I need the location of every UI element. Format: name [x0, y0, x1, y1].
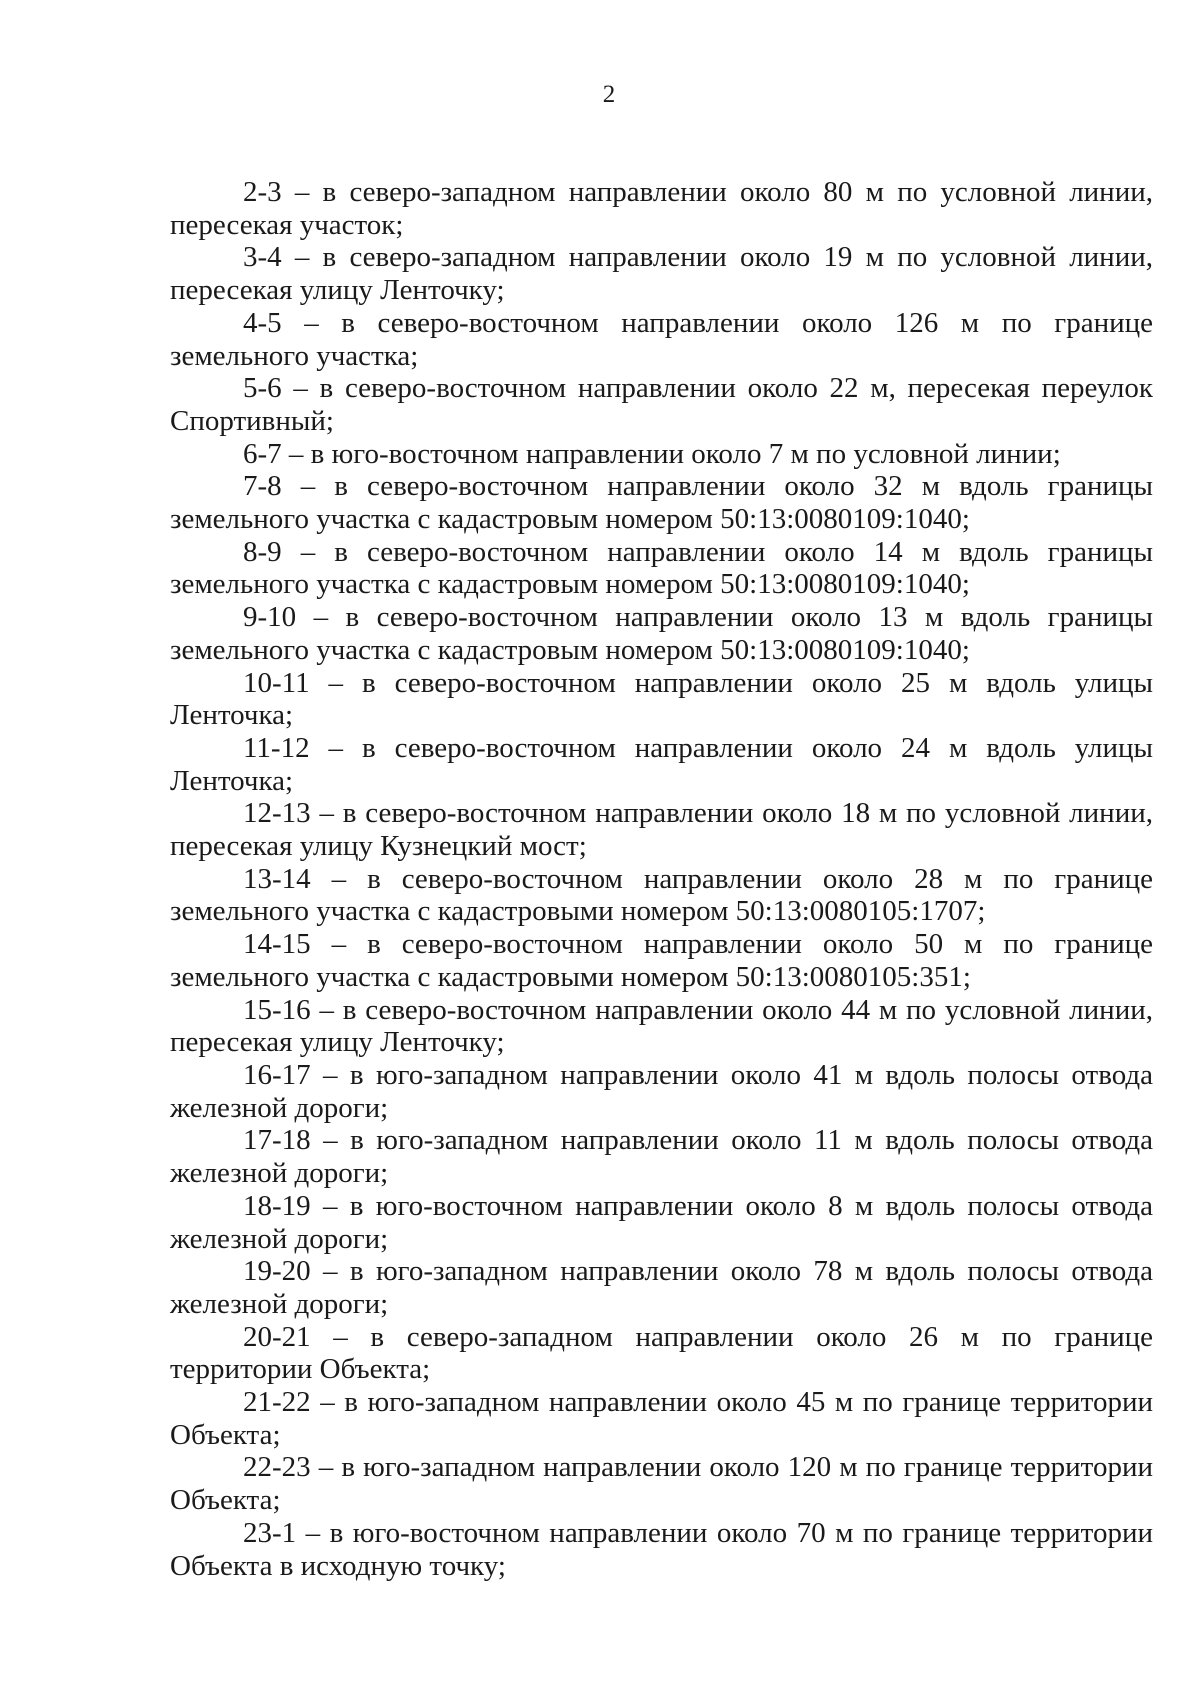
boundary-segment-paragraph: 15-16 – в северо-восточном направлении около 44 м по условной линии, пересекая улицу Ленточку; — [170, 993, 1153, 1059]
boundary-segment-paragraph: 18-19 – в юго-восточном направлении около 8 м вдоль полосы отвода железной дороги; — [170, 1189, 1153, 1255]
boundary-segment-paragraph: 6-7 – в юго-восточном направлении около 7 м по условной линии; — [243, 437, 1061, 470]
boundary-segment-paragraph: 7-8 – в северо-восточном направлении около 32 м вдоль границы земельного участка с кадастровым номером 50:13:0080109:1040; — [170, 470, 1153, 536]
boundary-segment-paragraph: 17-18 – в юго-западном направлении около 11 м вдоль полосы отвода железной дороги; — [170, 1124, 1153, 1190]
boundary-segment-paragraph: 13-14 – в северо-восточном направлении около 28 м по границе земельного участка с кадастровыми номером 50:13:0080105:1707; — [170, 862, 1153, 928]
boundary-description — [170, 176, 1153, 1582]
boundary-segment-paragraph: 20-21 – в северо-западном направлении около 26 м по границе территории Объекта; — [170, 1320, 1153, 1386]
boundary-segment-paragraph: 23-1 – в юго-восточном направлении около 70 м по границе территории Объекта в исходную точку; — [170, 1516, 1153, 1582]
boundary-segment-paragraph: 12-13 – в северо-восточном направлении около 18 м по условной линии, пересекая улицу Кузнецкий мост; — [170, 797, 1153, 863]
boundary-segment-paragraph: 8-9 – в северо-восточном направлении около 14 м вдоль границы земельного участка с кадастровым номером 50:13:0080109:1040; — [170, 535, 1153, 601]
boundary-segment-paragraph: 3-4 – в северо-западном направлении около 19 м по условной линии, пересекая улицу Ленточку; — [170, 241, 1153, 307]
boundary-segment-paragraph: 5-6 – в северо-восточном направлении около 22 м, пересекая переулок Спортивный; — [170, 372, 1153, 437]
page-number: 2 — [602, 81, 616, 108]
boundary-segment-paragraph: 22-23 – в юго-западном направлении около 120 м по границе территории Объекта; — [170, 1451, 1153, 1517]
boundary-segment-paragraph: 16-17 – в юго-западном направлении около 41 м вдоль полосы отвода железной дороги; — [170, 1058, 1153, 1124]
boundary-segment-paragraph: 9-10 – в северо-восточном направлении около 13 м вдоль границы земельного участка с кадастровым номером 50:13:0080109:1040; — [170, 601, 1153, 666]
boundary-segment-paragraph: 14-15 – в северо-восточном направлении около 50 м по границе земельного участка с кадастровыми номером 50:13:0080105:351; — [170, 928, 1153, 993]
boundary-segment-paragraph: 4-5 – в северо-восточном направлении около 126 м по границе земельного участка; — [170, 306, 1153, 372]
boundary-segment-paragraph: 11-12 – в северо-восточном направлении около 24 м вдоль улицы Ленточка; — [170, 731, 1153, 797]
boundary-segment-paragraph: 10-11 – в северо-восточном направлении около 25 м вдоль улицы Ленточка; — [170, 666, 1153, 732]
boundary-segment-paragraph: 2-3 – в северо-западном направлении около 80 м по условной линии, пересекая участок; — [170, 176, 1153, 241]
boundary-segment-paragraph: 21-22 – в юго-западном направлении около 45 м по границе территории Объекта; — [170, 1386, 1153, 1451]
boundary-segment-paragraph: 19-20 – в юго-западном направлении около 78 м вдоль полосы отвода железной дороги; — [170, 1255, 1153, 1320]
